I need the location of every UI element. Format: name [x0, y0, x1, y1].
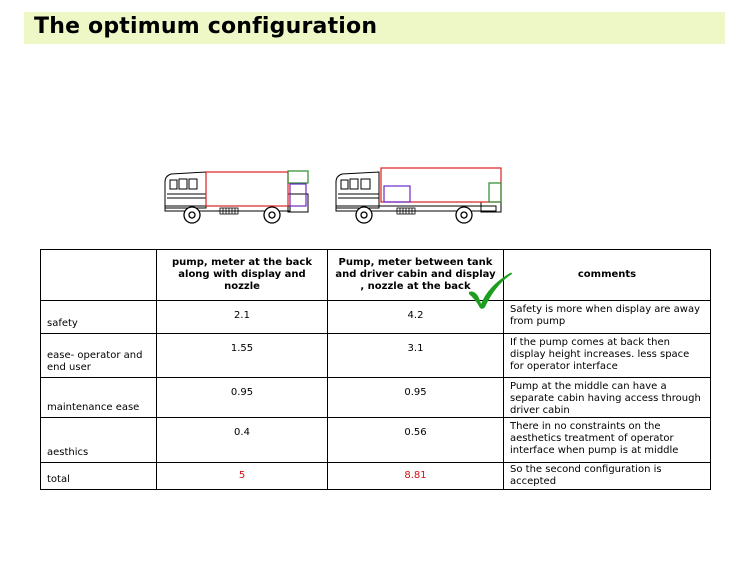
config-2-total: 8.81: [328, 463, 504, 490]
config-2-score: 0.95: [328, 378, 504, 418]
config-2-score: 0.56: [328, 418, 504, 463]
header-comments: comments: [504, 250, 711, 301]
config-1-score: 2.1: [157, 301, 328, 334]
config-1-total: 5: [157, 463, 328, 490]
slide-title: The optimum configuration: [34, 14, 378, 39]
table-row-total: [41, 463, 711, 490]
checkmark-icon: [466, 270, 514, 310]
criterion-cell: aesthics: [41, 418, 157, 463]
table-row: [41, 418, 711, 463]
header-config-2: Pump, meter between tank and driver cabin and display , nozzle at the back: [328, 250, 504, 301]
comparison-table: [40, 249, 711, 490]
comment-cell: If the pump comes at back then display height increases. less space for operator interface: [504, 334, 711, 378]
truck-config-2-icon: [333, 164, 505, 226]
table-row: [41, 301, 711, 334]
config-1-score: 0.95: [157, 378, 328, 418]
table-row: [41, 334, 711, 378]
config-1-score: 1.55: [157, 334, 328, 378]
config-2-score: 4.2: [328, 301, 504, 334]
criterion-cell: ease- operator and end user: [41, 334, 157, 378]
comment-cell: Pump at the middle can have a separate cabin having access through driver cabin: [504, 378, 711, 418]
comment-cell-total: So the second configuration is accepted: [504, 463, 711, 490]
config-2-score: 3.1: [328, 334, 504, 378]
comment-cell: Safety is more when display are away from pump: [504, 301, 711, 334]
criterion-cell: safety: [41, 301, 157, 334]
truck-config-1-icon: [162, 164, 312, 226]
comment-cell: There in no constraints on the aesthetics treatment of operator interface when pump is at middle: [504, 418, 711, 463]
header-config-1: pump, meter at the back along with display and nozzle: [157, 250, 328, 301]
config-1-score: 0.4: [157, 418, 328, 463]
table-header-row: [41, 250, 711, 301]
header-criterion: [41, 250, 157, 301]
table-row: [41, 378, 711, 418]
criterion-cell-total: total: [41, 463, 157, 490]
title-bar: [24, 12, 725, 44]
criterion-cell: maintenance ease: [41, 378, 157, 418]
